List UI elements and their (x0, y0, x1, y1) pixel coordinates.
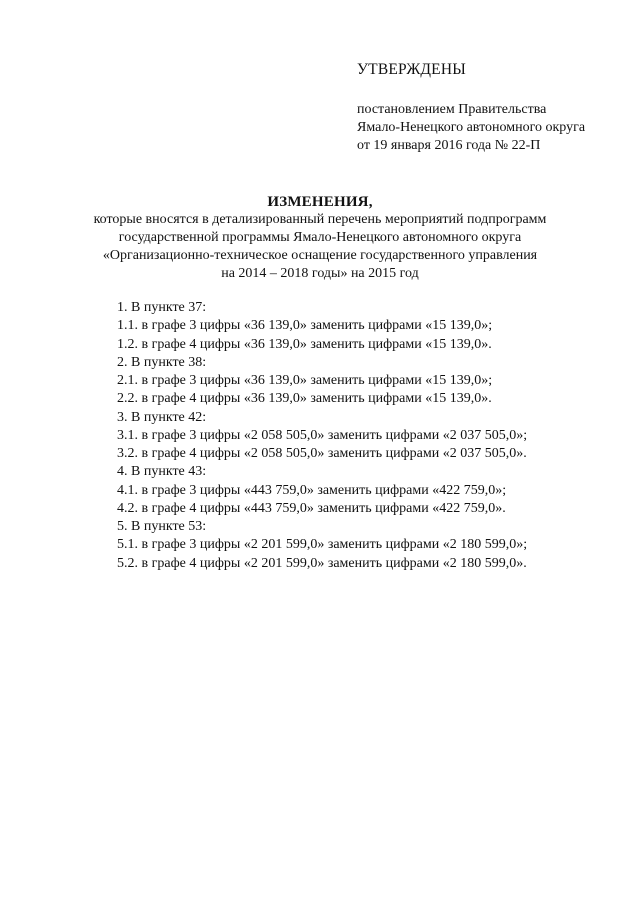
change-item: 3.2. в графе 4 цифры «2 058 505,0» заменить цифрами «2 037 505,0». (117, 446, 527, 461)
changes-list (117, 299, 617, 573)
heading-line: на 2014 – 2018 годы» на 2015 год (221, 266, 419, 281)
change-item: 4.1. в графе 3 цифры «443 759,0» заменить цифрами «422 759,0»; (117, 482, 507, 498)
approval-title: УТВЕРЖДЕНЫ (357, 61, 466, 78)
approval-line-date: от 19 января 2016 года № 22-П (357, 138, 541, 153)
change-item-section: 5. В пункте 53: (117, 519, 207, 534)
change-item-section: 3. В пункте 42: (117, 409, 207, 425)
change-item-section: 1. В пункте 37: (117, 300, 207, 315)
document-heading (60, 193, 580, 283)
change-item: 1.2. в графе 4 цифры «36 139,0» заменить цифрами «15 139,0». (117, 336, 492, 352)
change-item: 5.2. в графе 4 цифры «2 201 599,0» заменить цифрами «2 180 599,0». (117, 555, 527, 571)
change-item: 4.2. в графе 4 цифры «443 759,0» заменить цифрами «422 759,0». (117, 500, 506, 516)
heading-line: которые вносятся в детализированный перечень мероприятий подпрограмм (93, 212, 547, 227)
change-item: 1.1. в графе 3 цифры «36 139,0» заменить цифрами «15 139,0»; (117, 318, 493, 334)
change-item-section: 4. В пункте 43: (117, 464, 207, 480)
change-item: 5.1. в графе 3 цифры «2 201 599,0» заменить цифрами «2 180 599,0»; (117, 537, 528, 553)
change-item: 2.1. в графе 3 цифры «36 139,0» заменить цифрами «15 139,0»; (117, 373, 493, 388)
document-title: ИЗМЕНЕНИЯ, (267, 194, 373, 210)
change-item-section: 2. В пункте 38: (117, 354, 207, 370)
approval-block (357, 60, 627, 155)
approval-line-decree: постановлением Правительства (357, 102, 547, 117)
heading-line: «Организационно-техническое оснащение государственного управления (102, 248, 538, 263)
change-item: 2.2. в графе 4 цифры «36 139,0» заменить цифрами «15 139,0». (117, 391, 492, 407)
change-item: 3.1. в графе 3 цифры «2 058 505,0» заменить цифрами «2 037 505,0»; (117, 427, 528, 443)
heading-line: государственной программы Ямало-Ненецкого автономного округа (118, 230, 522, 245)
approval-line-region: Ямало-Ненецкого автономного округа (357, 120, 586, 135)
